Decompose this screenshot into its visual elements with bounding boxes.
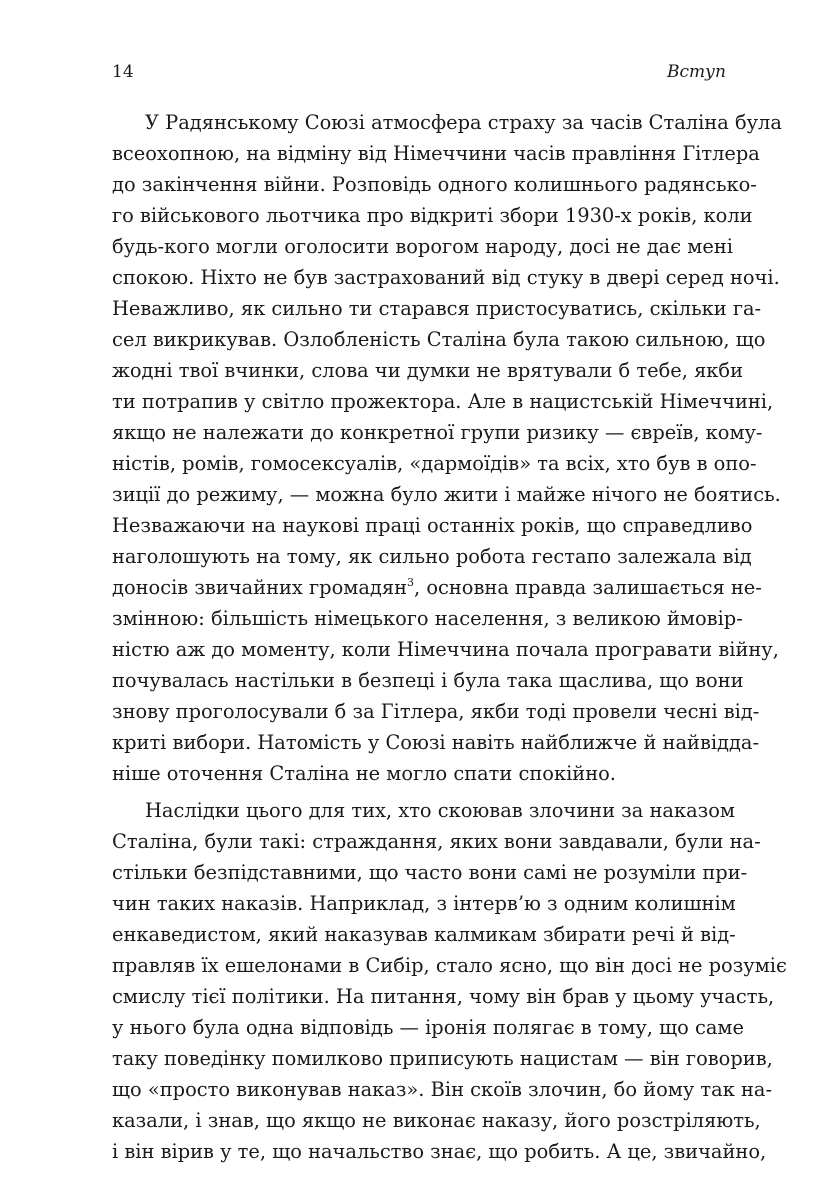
text-line: го військового льотчика про відкриті збори 1930-х років, коли [112, 204, 753, 227]
text-line: ніше оточення Сталіна не могло спати спокійно. [112, 762, 616, 785]
page-number: 14 [112, 62, 134, 82]
text-line: ти потрапив у світло прожектора. Але в нацистській Німеччині, [112, 390, 774, 413]
text-line: У Радянському Союзі атмосфера страху за часів Сталіна була [145, 111, 782, 134]
text-line: Сталіна, були такі: страждання, яких вони завдавали, були на- [112, 830, 761, 853]
paragraph-1 [112, 107, 782, 789]
text-line: сел викрикував. Озлобленість Сталіна була такою сильною, що [112, 328, 766, 351]
text-line: зиції до режиму, — можна було жити і майже нічого не боятись. [112, 483, 781, 506]
footnote-reference[interactable]: 3 [407, 576, 415, 589]
text-line: до закінчення війни. Розповідь одного колишнього радянсько- [112, 173, 757, 196]
text-line: чин таких наказів. Наприклад, з інтерв’ю з одним колишнім [112, 892, 736, 915]
text-line: що «просто виконував наказ». Він скоїв злочин, бо йому так на- [112, 1078, 773, 1101]
text-line: таку поведінку помилково приписують нацистам — він говорив, [112, 1047, 773, 1070]
text-line: будь-кого могли оголосити ворогом народу, досі не дає мені [112, 235, 733, 258]
text-line: Незважаючи на наукові праці останніх років, що справедливо [112, 514, 753, 537]
text-line: ністю аж до моменту, коли Німеччина почала програвати війну, [112, 638, 779, 661]
body-text [112, 107, 787, 1167]
text-line-with-footnote [112, 572, 762, 603]
text-line: якщо не належати до конкретної групи ризику — євреїв, кому- [112, 421, 763, 444]
text-line: ністів, ромів, гомосексуалів, «дармоїдів» та всіх, хто був в опо- [112, 452, 757, 475]
text-line: правляв їх ешелонами в Сибір, стало ясно, що він досі не розуміє [112, 954, 787, 977]
text-line: жодні твої вчинки, слова чи думки не врятували б тебе, якби [112, 359, 744, 382]
text-segment: , основна правда залишається не- [414, 576, 762, 599]
text-line: і він вірив у те, що начальство знає, що робить. А це, звичайно, [112, 1140, 767, 1163]
page-header [112, 62, 726, 86]
text-line: Неважливо, як сильно ти старався пристосуватись, скільки га- [112, 297, 762, 320]
text-line: у нього була одна відповідь — іронія полягає в тому, що саме [112, 1016, 744, 1039]
text-line: змінною: більшість німецького населення, з великою ймовір- [112, 607, 743, 630]
text-line: наголошують на тому, як сильно робота гестапо залежала від [112, 545, 752, 568]
paragraph-2 [112, 795, 787, 1167]
text-line: всеохопною, на відміну від Німеччини часів правління Гітлера [112, 142, 760, 165]
text-line: почувалась настільки в безпеці і була така щаслива, що вони [112, 669, 744, 692]
text-line: криті вибори. Натомість у Союзі навіть найближче й найвідда- [112, 731, 760, 754]
text-line: знову проголосували б за Гітлера, якби тоді провели чесні від- [112, 700, 760, 723]
running-head: Вступ [667, 62, 726, 82]
text-line: казали, і знав, що якщо не виконає наказу, його розстріляють, [112, 1109, 761, 1132]
text-line: Наслідки цього для тих, хто скоював злочини за наказом [145, 799, 735, 822]
text-line: енкаведистом, який наказував калмикам збирати речі й від- [112, 923, 736, 946]
text-segment: доносів звичайних громадян [112, 576, 408, 599]
text-line: стільки безпідставними, що часто вони самі не розуміли при- [112, 861, 748, 884]
text-line: спокою. Ніхто не був застрахований від стуку в двері серед ночі. [112, 266, 780, 289]
text-line: смислу тієї політики. На питання, чому він брав у цьому участь, [112, 985, 775, 1008]
